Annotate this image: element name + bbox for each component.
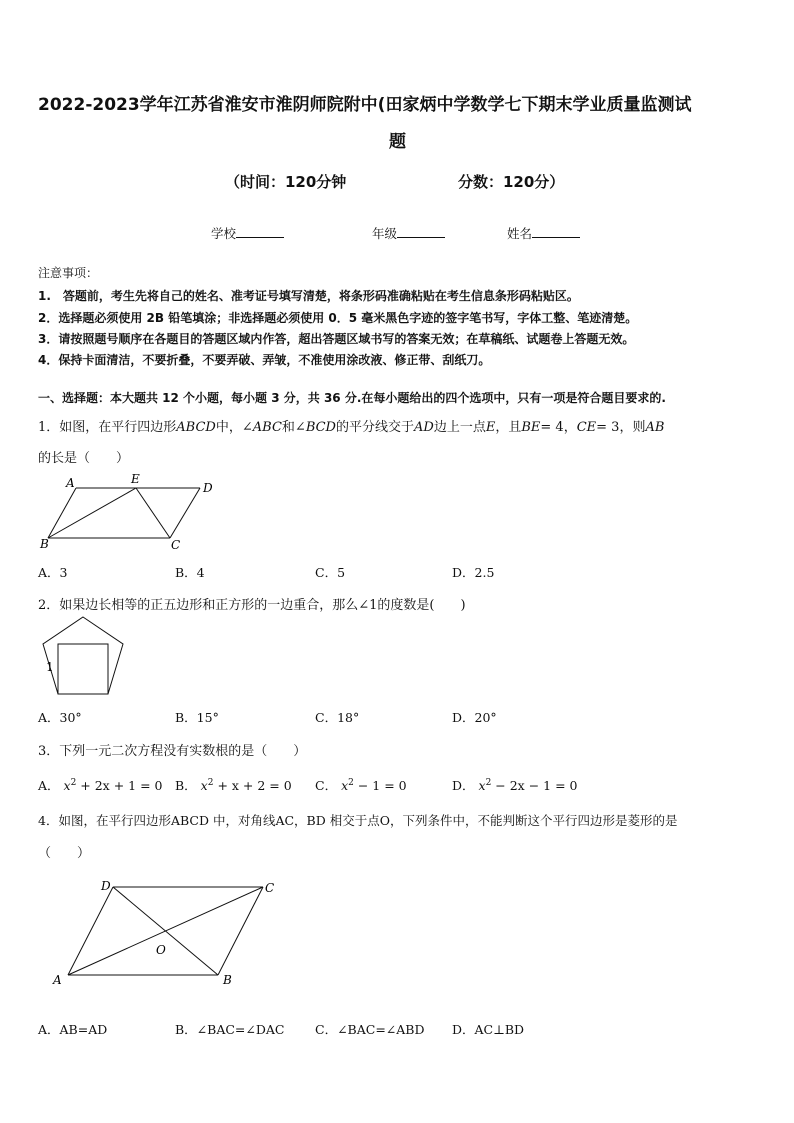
q1-text-a: 如图，在平行四边形 [59,420,177,435]
q4-stem: 4．如图，在平行四边形ABCD 中，对角线AC，BD 相交于点O，下列条件中，不能判断这个平行四边形是菱形的是 [38,813,678,828]
notes-heading: 注意事项： [38,266,99,280]
q1-ab: AB [645,420,665,435]
q4-option-a[interactable]: A．AB=AD [38,1022,108,1037]
q1-label-e: E [131,472,140,486]
q1-e: E [485,420,496,435]
q2-angle-label: 1 [46,660,54,674]
note-item-3: 3．请按照题号顺序在各题目的答题区域内作答，超出答题区域书写的答案无效；在草稿纸、试题卷上答题无效。 [38,332,635,346]
q3-option-c-sup: 2 [348,777,354,788]
q1-option-a[interactable]: A．3 [38,565,68,580]
q3-option-a-letter: A． [38,778,60,793]
q1-stem [38,416,664,435]
note-item-4: 4．保持卡面清洁，不要折叠，不要弄破、弄皱，不准使用涂改液、修正带、刮纸刀。 [38,353,491,367]
grade-blank[interactable] [397,225,445,238]
note-item-2: 2．选择题必须使用 2B 铅笔填涂；非选择题必须使用 0．5 毫米黑色字迹的签字笔书写，字体工整、笔迹清楚。 [38,311,638,325]
school-label: 学校 [211,226,237,241]
q1-label-c: C [171,538,181,552]
q1-ad: AD [414,420,434,435]
q4-option-c[interactable]: C．∠BAC=∠ABD [315,1022,425,1037]
q2-option-d[interactable]: D．20° [452,710,497,725]
q1-stem-line2: 的长是（ ） [38,451,130,466]
name-blank[interactable] [532,225,580,238]
exam-title-line1: 2022-2023学年江苏省淮安市淮阴师院附中(田家炳中学数学七下期末学业质量监测试 [38,95,692,115]
q3-option-a-sup: 2 [70,777,77,788]
q4-option-b[interactable]: B．∠BAC=∠DAC [175,1022,285,1037]
q1-option-b[interactable]: B．4 [175,565,205,580]
q3-option-d-rest: − 2x − 1 = 0 [491,778,578,793]
q4-label-o: O [156,943,166,957]
q3-option-b[interactable] [175,776,292,794]
q3-option-c-x: x [341,778,349,793]
q1-text-g: ， [563,420,577,435]
q1-text-b: 中，∠ [215,420,253,435]
q1-bcd: BCD [305,420,336,435]
q2-option-b[interactable]: B．15° [175,710,219,725]
q3-option-a-x: x [63,778,71,793]
grade-field [372,224,445,242]
q3-option-b-x: x [200,778,208,793]
exam-score: 分数：120分） [458,173,565,191]
exam-time: （时间：120分钟 [225,173,347,191]
q1-label-b: B [40,537,49,551]
name-field [507,224,580,242]
q4-label-a: A [53,973,62,987]
q4-paren: （ ） [38,846,91,861]
q1-abc: ABC [252,420,282,435]
name-label: 姓名 [507,226,533,241]
note-item-1: 1. 答题前，考生先将自己的姓名、准考证号填写清楚，将条形码准确粘贴在考生信息条形码粘贴区。 [38,289,579,303]
q3-option-b-letter: B． [175,778,197,793]
q3-option-b-rest: + x + 2 = 0 [213,778,292,793]
q1-text-f: ，且 [495,420,522,435]
grade-label: 年级 [372,226,398,241]
q1-be: BE [521,420,541,435]
q3-option-c-letter: C． [315,778,338,793]
q4-label-c: C [265,881,275,895]
q3-option-b-sup: 2 [207,777,214,788]
q1-text-c: 和∠ [281,420,306,435]
q1-num: 1． [38,420,60,435]
q1-eq3: = 3 [596,420,620,435]
q1-option-c[interactable]: C．5 [315,565,346,580]
q1-label-a: A [66,476,75,490]
exam-title-line2: 题 [389,132,406,152]
school-blank[interactable] [236,225,284,238]
q1-ce: CE [576,420,597,435]
q1-text-d: 的平分线交于 [335,420,414,435]
q1-figure [38,472,223,554]
q3-stem: 3．下列一元二次方程没有实数根的是（ ） [38,744,307,759]
q2-figure [38,614,128,700]
q1-text-h: ，则 [619,420,646,435]
school-field [211,224,284,242]
q4-figure [38,872,288,992]
q3-option-d[interactable] [452,776,577,794]
q1-text-e: 边上一点 [433,420,486,435]
section1-heading: 一、选择题：本大题共 12 个小题，每小题 3 分，共 36 分.在每小题给出的四个选项中，只有一项是符合题目要求的. [38,391,666,405]
q3-option-d-sup: 2 [485,777,492,788]
q4-label-b: B [223,973,232,987]
q1-eq4: = 4 [540,420,564,435]
q3-option-a[interactable] [38,776,162,794]
q3-option-c-rest: − 1 = 0 [353,778,407,793]
q1-label-d: D [203,481,213,495]
q3-option-d-x: x [478,778,486,793]
q4-label-d: D [101,879,111,893]
q2-stem: 2．如果边长相等的正五边形和正方形的一边重合，那么∠1的度数是( ) [38,598,466,613]
q3-option-c[interactable] [315,776,407,794]
q2-option-c[interactable]: C．18° [315,710,360,725]
q1-option-d[interactable]: D．2.5 [452,565,495,580]
q3-option-a-rest: + 2x + 1 = 0 [76,778,163,793]
q2-option-a[interactable]: A．30° [38,710,82,725]
q3-option-d-letter: D． [452,778,475,793]
q1-abcd: ABCD [176,420,216,435]
q4-option-d[interactable]: D．AC⊥BD [452,1022,525,1037]
